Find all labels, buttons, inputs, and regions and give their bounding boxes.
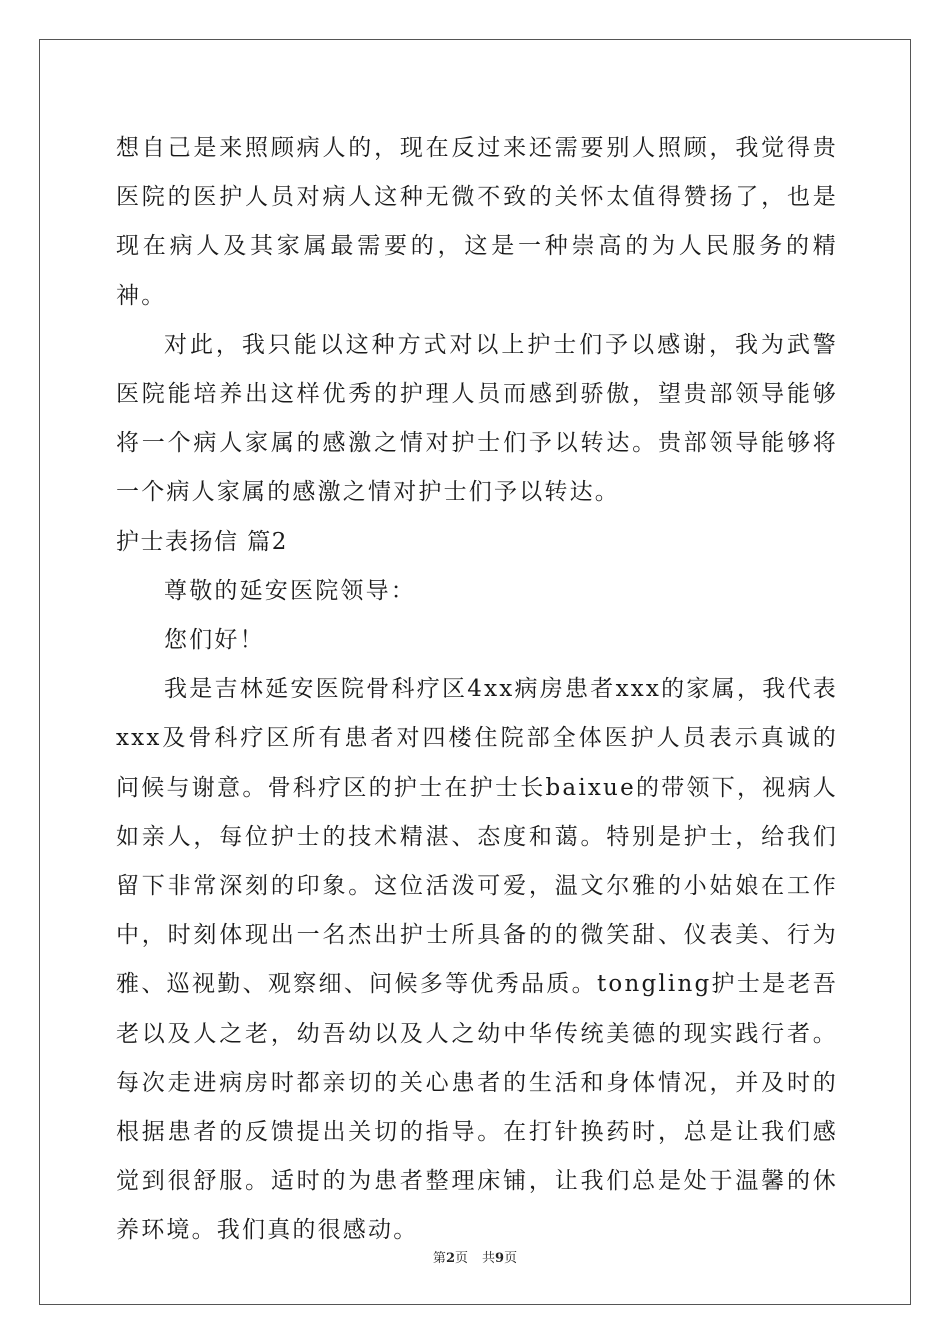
section-heading: 护士表扬信 篇2 [116,528,288,555]
greeting: 您们好！ [164,627,265,654]
salutation: 尊敬的延安医院领导： [164,577,416,604]
footer-page-prefix: 第 [432,1251,446,1266]
footer-page-suffix: 页 [454,1251,468,1266]
paragraph-continued: 想自己是来照顾病人的，现在反过来还需要别人照顾，我觉得贵医院的医护人员对病人这种无微不致的关怀太值得赞扬了，也是现在病人及其家属最需要的，这是一种崇高的为人民服务的精神。 [116,135,838,309]
footer-page-total: 9 [495,1251,505,1266]
paragraph-letter-body: 我是吉林延安医院骨科疗区4xx病房患者xxx的家属，我代表xxx及骨科疗区所有患者对四楼住院部全体医护人员表示真诚的问候与谢意。骨科疗区的护士在护士长baixue的带领下，视病人如亲人，每位护士的技术精湛、态度和蔼。特别是护士，给我们留下非常深刻的印象。这位活泼可爱，温文尔雅的小姑娘在工作中，时刻体现出一名杰出护士所具备的的微笑甜、仪表美、行为雅、巡视勤、观察细、问候多等优秀品质。tongling护士是老吾老以及人之老，幼吾幼以及人之幼中华传统美德的现实践行者。每次走进病房时都亲切的关心患者的生活和身体情况，并及时的根据患者的反馈提出关切的指导。在打针换药时，总是让我们感觉到很舒服。适时的为患者整理床铺，让我们总是处于温馨的休养环境。我们真的很感动。 [116,676,838,1244]
paragraph-thanks: 对此，我只能以这种方式对以上护士们予以感谢，我为武警医院能培养出这样优秀的护理人员而感到骄傲，望贵部领导能够将一个病人家属的感激之情对护士们予以转达。贵部领导能够将一个病人家属的感激之情对护士们予以转达。 [116,331,838,506]
page-footer [0,1247,950,1266]
footer-total-suffix: 页 [504,1251,518,1266]
document-body [116,124,838,1256]
footer-page-current: 2 [445,1251,455,1266]
footer-total-prefix: 共 [482,1251,496,1266]
